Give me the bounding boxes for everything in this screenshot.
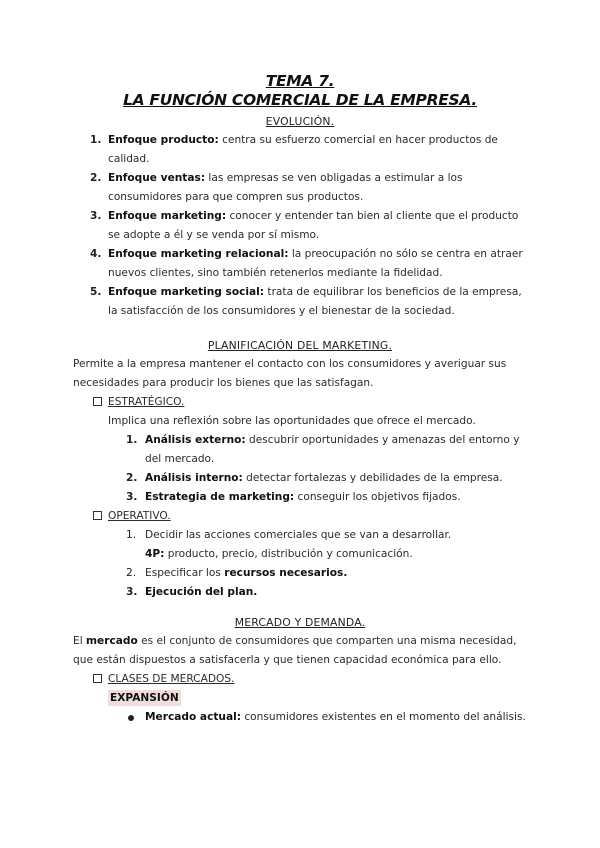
checkbox-icon (93, 674, 102, 683)
estrategico-list (0, 431, 600, 507)
item-number: 1. (126, 529, 137, 541)
evolucion-list (0, 131, 600, 321)
bullet-text: consumidores existentes en el momento del análisis. (240, 711, 526, 723)
item-term: Enfoque marketing relacional: (108, 248, 289, 260)
item-term: Ejecución del plan. (145, 586, 258, 598)
item-term: Análisis interno: (145, 472, 243, 484)
item-term: Análisis externo: (145, 434, 246, 446)
item-text: la preocupación no sólo se centra en atraer nuevos clientes, sino también retenerlos mediante la fidelidad. (108, 248, 523, 279)
checkbox-operativo (0, 507, 600, 526)
list-item (0, 469, 600, 488)
estrategico-label: ESTRATÉGICO. (108, 396, 185, 408)
bullet-term: Mercado actual: (145, 711, 241, 723)
estrategico-desc: Implica una reflexión sobre las oportunidades que ofrece el mercado. (108, 415, 476, 427)
item-number: 2. (126, 567, 137, 579)
list-item (0, 207, 600, 245)
list-item (0, 245, 600, 283)
item-number: 1. (126, 434, 138, 446)
mercado-intro (0, 632, 600, 670)
item-term: Estrategia de marketing: (145, 491, 295, 503)
list-item (0, 283, 600, 321)
intro-term: mercado (86, 635, 138, 647)
item-number: 5. (90, 286, 102, 298)
expansion-highlight: EXPANSIÓN (110, 692, 179, 704)
intro-pre: El (73, 635, 87, 647)
item-number: 4. (90, 248, 102, 260)
heading-evolucion: EVOLUCIÓN. (265, 115, 335, 128)
list-item (0, 564, 600, 583)
list-item (0, 488, 600, 507)
operativo-list (0, 526, 600, 602)
checkbox-icon (93, 511, 102, 520)
item-text: las empresas se ven obligadas a estimular a los consumidores para que compren sus productos. (108, 172, 463, 203)
list-subitem (0, 545, 600, 564)
list-item (0, 431, 600, 469)
intro-post: es el conjunto de consumidores que comparten una misma necesidad, que están dispuestos a satisfacerla y que tienen capacidad económica para ello. (73, 635, 517, 666)
item-text: descubrir oportunidades y amenazas del entorno y del mercado. (145, 434, 520, 465)
item-text: detectar fortalezas y debilidades de la empresa. (242, 472, 503, 484)
title-line-2: LA FUNCIÓN COMERCIAL DE LA EMPRESA. (123, 91, 477, 109)
checkbox-clases (0, 670, 600, 689)
item-term: Enfoque marketing: (108, 210, 227, 222)
item-term: recursos necesarios. (224, 567, 348, 579)
item-text: conocer y entender tan bien al cliente que el producto se adopte a él y se venda por sí mismo. (108, 210, 519, 241)
item-term: Enfoque ventas: (108, 172, 206, 184)
item-text: Especificar los (145, 567, 225, 579)
list-item (0, 169, 600, 207)
item-number: 1. (90, 134, 102, 146)
item-number: 2. (90, 172, 102, 184)
item-text: centra su esfuerzo comercial en hacer productos de calidad. (108, 134, 498, 165)
item-number: 3. (126, 586, 138, 598)
item-term: Enfoque marketing social: (108, 286, 265, 298)
checkbox-estrategico (0, 393, 600, 412)
checkbox-icon (93, 397, 102, 406)
item-text: producto, precio, distribución y comunicación. (164, 548, 413, 560)
list-item (0, 583, 600, 602)
item-term: 4P: (145, 548, 165, 560)
heading-planificacion: PLANIFICACIÓN DEL MARKETING. (207, 339, 393, 352)
item-number: 3. (90, 210, 102, 222)
item-number: 2. (126, 472, 138, 484)
title-line-1: TEMA 7. (265, 72, 335, 90)
list-item (0, 526, 600, 545)
item-text: Decidir las acciones comerciales que se van a desarrollar. (145, 529, 452, 541)
clases-label: CLASES DE MERCADOS. (108, 673, 235, 685)
bullet-item (0, 708, 600, 727)
item-text: conseguir los objetivos fijados. (294, 491, 461, 503)
item-term: Enfoque producto: (108, 134, 219, 146)
planificacion-intro: Permite a la empresa mantener el contacto con los consumidores y averiguar sus necesidades para producir los bienes que las satisfagan. (73, 358, 507, 389)
item-number: 3. (126, 491, 138, 503)
bullet-icon (128, 715, 134, 721)
heading-mercado: MERCADO Y DEMANDA. (234, 616, 366, 629)
operativo-label: OPERATIVO. (108, 510, 171, 522)
item-text: trata de equilibrar los beneficios de la empresa, la satisfacción de los consumidores y el bienestar de la sociedad. (108, 286, 522, 317)
list-item (0, 131, 600, 169)
